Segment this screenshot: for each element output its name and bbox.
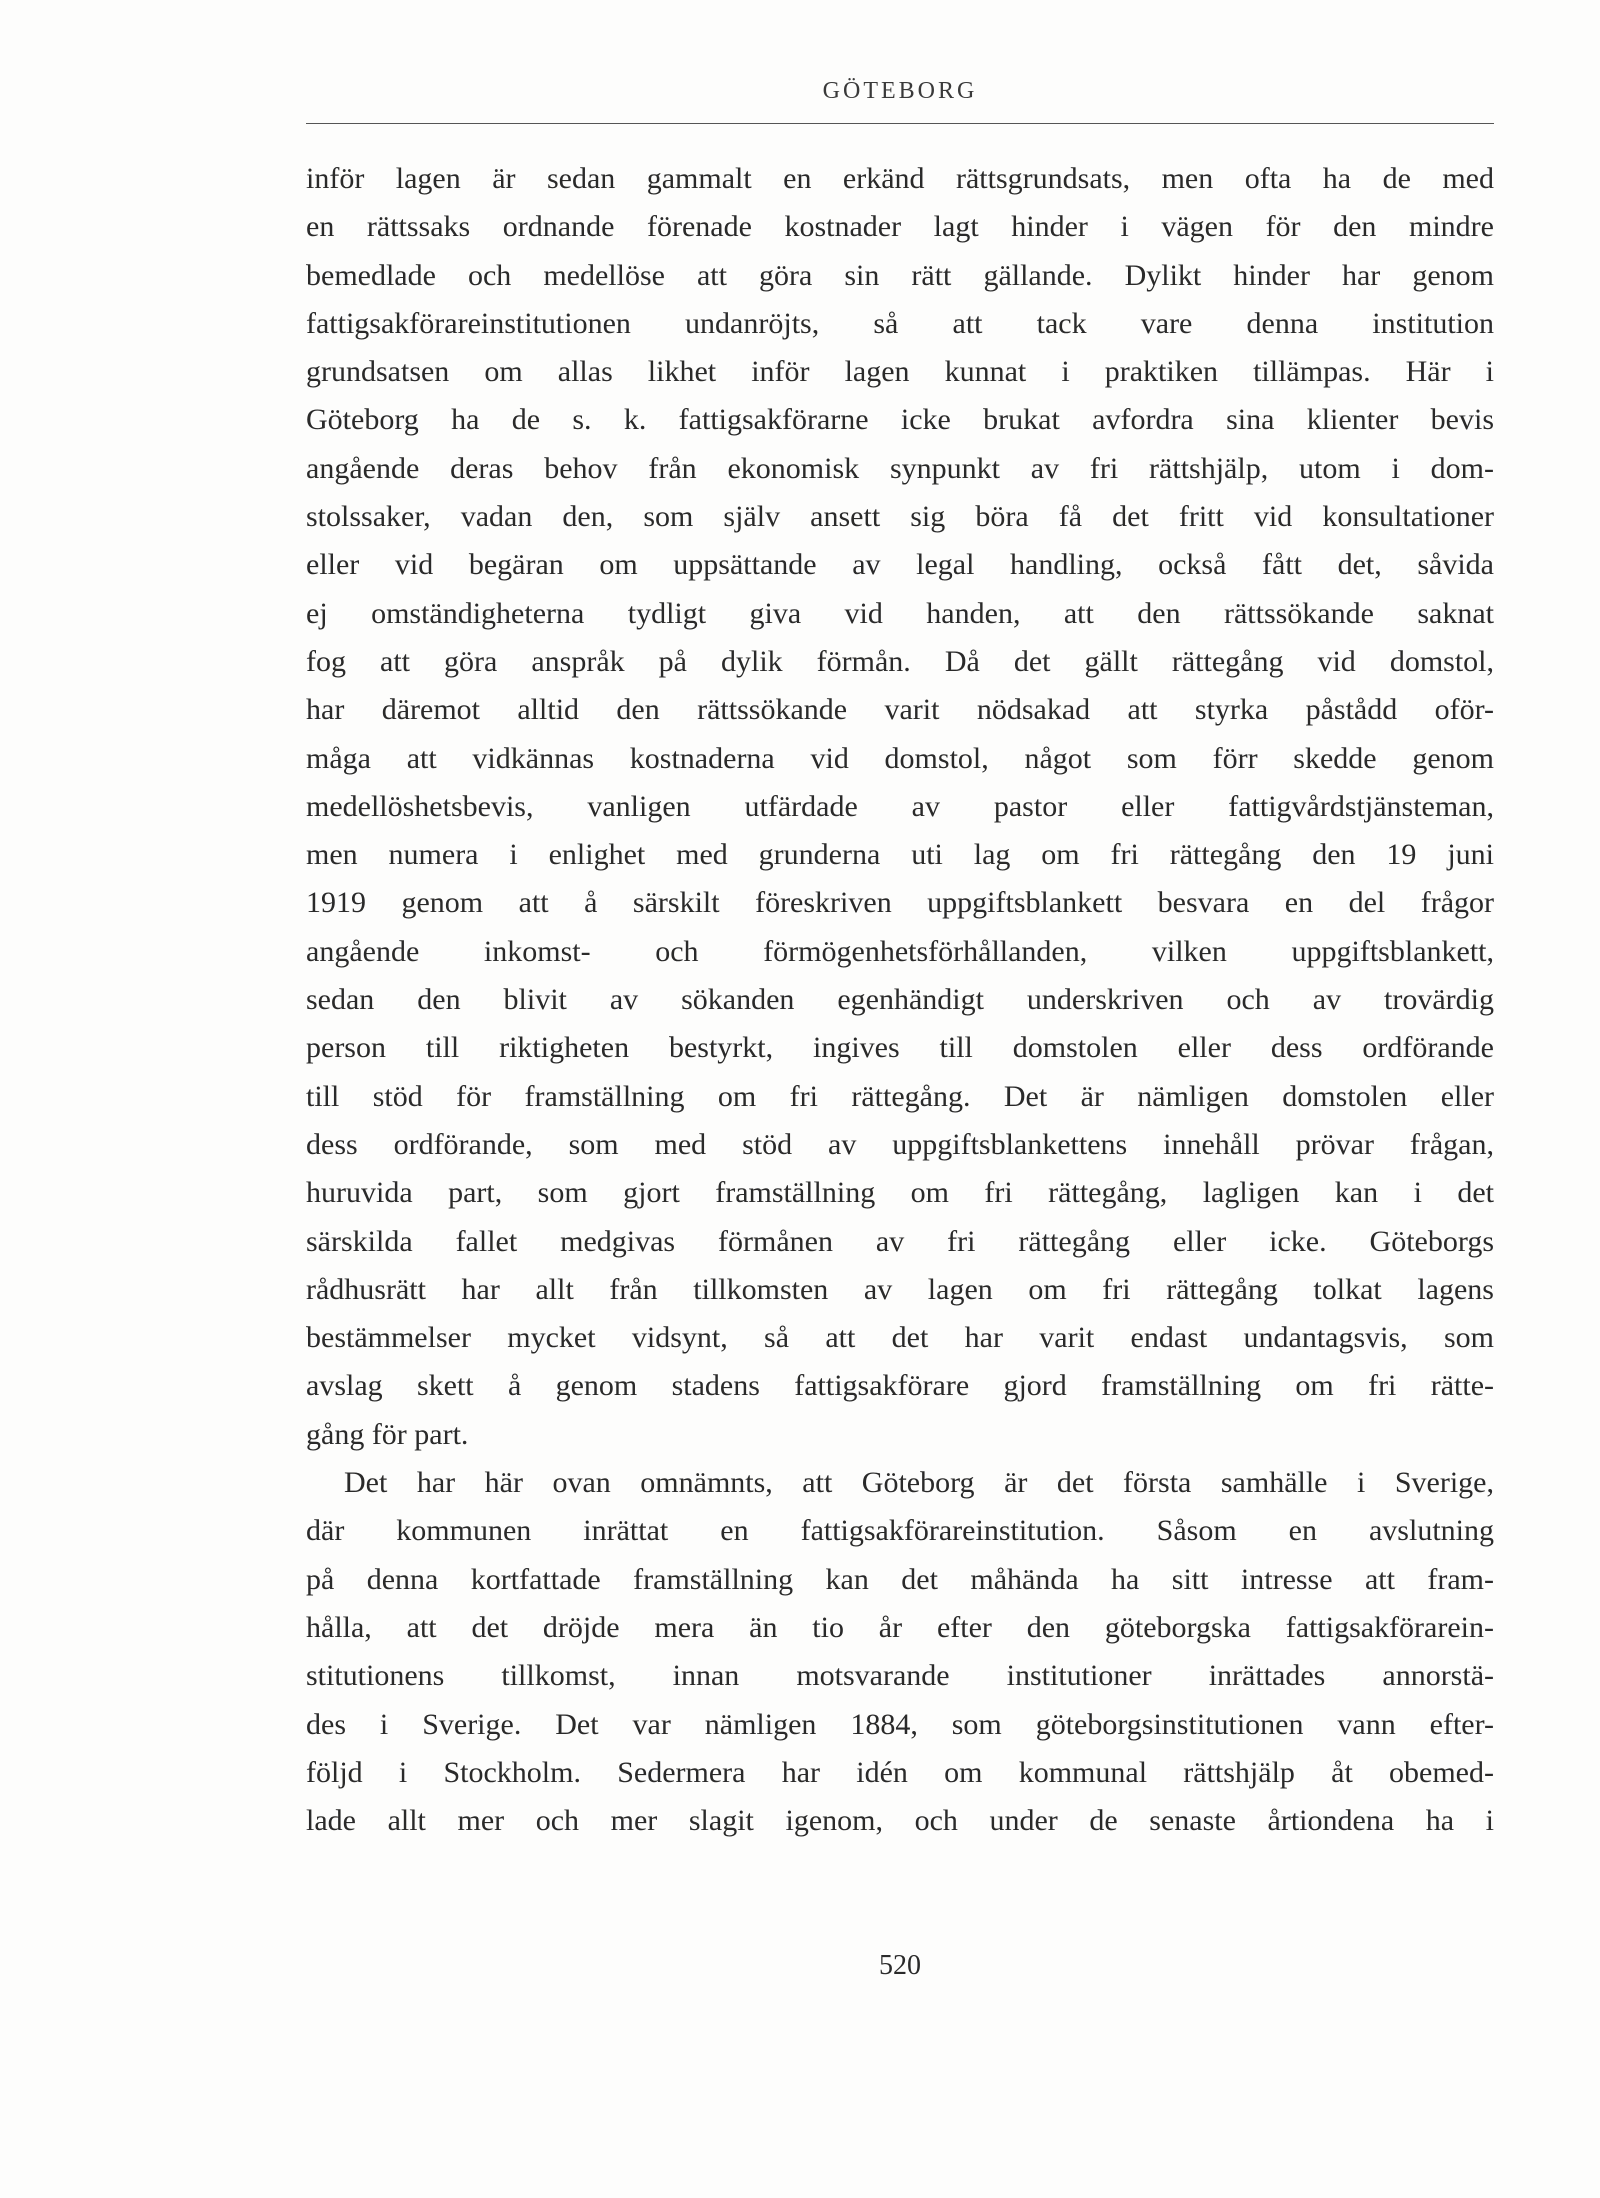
text-line: hålla, att det dröjde mera än tio år efter den göteborgska fattigsakförarein-	[306, 1610, 1494, 1644]
text-line: 1919 genom att å särskilt föreskriven uppgiftsblankett besvara en del frågor	[306, 886, 1494, 920]
text-line: ej omständigheterna tydligt giva vid handen, att den rättssökande saknat	[306, 596, 1494, 630]
body-text	[306, 155, 1494, 1845]
text-line: där kommunen inrättat en fattigsakförareinstitution. Såsom en avslutning	[306, 1514, 1494, 1548]
text-line: men numera i enlighet med grunderna uti lag om fri rättegång den 19 juni	[306, 838, 1494, 872]
text-line: fog att göra anspråk på dylik förmån. Då det gällt rättegång vid domstol,	[306, 644, 1494, 678]
text-line: huruvida part, som gjort framställning om fri rättegång, lagligen kan i det	[306, 1176, 1494, 1210]
text-line: rådhusrätt har allt från tillkomsten av lagen om fri rättegång tolkat lagens	[306, 1272, 1494, 1306]
text-line: på denna kortfattade framställning kan det måhända ha sitt intresse att fram-	[306, 1562, 1494, 1596]
text-line: särskilda fallet medgivas förmånen av fri rättegång eller icke. Göteborgs	[306, 1224, 1494, 1258]
running-head: GÖTEBORG	[822, 78, 978, 104]
text-line: stolssaker, vadan den, som själv ansett sig böra få det fritt vid konsultationer	[306, 500, 1494, 534]
text-line: avslag skett å genom stadens fattigsakförare gjord framställning om fri rätte-	[306, 1369, 1494, 1403]
text-line: följd i Stockholm. Sedermera har idén om kommunal rättshjälp åt obemed-	[306, 1755, 1494, 1789]
text-line: des i Sverige. Det var nämligen 1884, som göteborgsinstitutionen vann efter-	[306, 1707, 1494, 1741]
text-line: bestämmelser mycket vidsynt, så att det har varit endast undantagsvis, som	[306, 1321, 1494, 1355]
paragraph-start-line: Det har här ovan omnämnts, att Göteborg är det första samhälle i Sverige,	[344, 1466, 1494, 1500]
text-line: Göteborg ha de s. k. fattigsakförarne icke brukat avfordra sina klienter bevis	[306, 403, 1494, 437]
text-line: till stöd för framställning om fri rättegång. Det är nämligen domstolen eller	[306, 1079, 1494, 1113]
text-line: fattigsakförareinstitutionen undanröjts, så att tack vare denna institution	[306, 306, 1494, 340]
text-line: en rättssaks ordnande förenade kostnader lagt hinder i vägen för den mindre	[306, 210, 1494, 244]
text-line: stitutionens tillkomst, innan motsvarande institutioner inrättades annorstä-	[306, 1659, 1494, 1693]
paragraph-end-line: gång för part.	[306, 1417, 469, 1451]
text-line: inför lagen är sedan gammalt en erkänd rättsgrundsats, men ofta ha de med	[306, 162, 1494, 195]
text-line: angående inkomst- och förmögenhetsförhållanden, vilken uppgiftsblankett,	[306, 934, 1494, 968]
text-line: medellöshetsbevis, vanligen utfärdade av pastor eller fattigvårdstjänsteman,	[306, 789, 1494, 823]
text-line: grundsatsen om allas likhet inför lagen kunnat i praktiken tillämpas. Här i	[306, 355, 1494, 389]
text-line: dess ordförande, som med stöd av uppgiftsblankettens innehåll prövar frågan,	[306, 1127, 1494, 1161]
text-line: lade allt mer och mer slagit igenom, och under de senaste årtiondena ha i	[306, 1804, 1494, 1838]
text-line: har däremot alltid den rättssökande varit nödsakad att styrka påstådd oför-	[306, 693, 1494, 727]
text-line: eller vid begäran om uppsättande av legal handling, också fått det, såvida	[306, 548, 1494, 582]
text-line: måga att vidkännas kostnaderna vid domstol, något som förr skedde genom	[306, 741, 1494, 775]
header-rule	[306, 123, 1494, 124]
text-line: bemedlade och medellöse att göra sin rätt gällande. Dylikt hinder har genom	[306, 258, 1494, 292]
text-line: angående deras behov från ekonomisk synpunkt av fri rättshjälp, utom i dom-	[306, 451, 1494, 485]
text-line: person till riktigheten bestyrkt, ingives till domstolen eller dess ordförande	[306, 1031, 1494, 1065]
text-line: sedan den blivit av sökanden egenhändigt underskriven och av trovärdig	[306, 983, 1494, 1017]
page-number: 520	[879, 1950, 921, 1981]
